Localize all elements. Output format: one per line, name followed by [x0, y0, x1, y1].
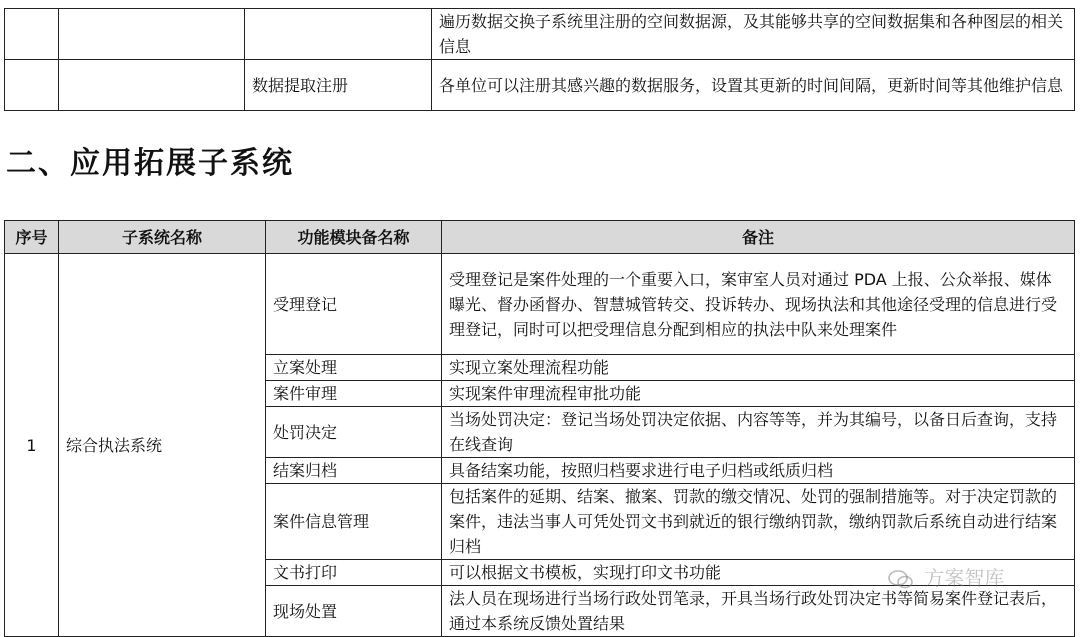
header-subsystem: 子系统名称 [59, 221, 266, 254]
note-cell: 具备结案功能，按照归档要求进行电子归档或纸质归档 [442, 458, 1075, 484]
module-cell [245, 9, 432, 60]
table-row [5, 9, 1075, 60]
watermark-text: 方案智库 [924, 566, 1005, 590]
note-cell: 当场处罚决定：登记当场处罚决定依据、内容等等，并为其编号，以备日后查询，支持在线查询 [442, 407, 1075, 458]
top-table [4, 8, 1075, 111]
index-cell: 1 [5, 254, 59, 637]
subsystem-cell [59, 9, 245, 60]
module-cell: 数据提取注册 [245, 60, 432, 111]
module-cell: 立案处理 [266, 355, 442, 381]
note-cell: 各单位可以注册其感兴趣的数据服务，设置其更新的时间间隔，更新时间等其他维护信息 [432, 60, 1075, 111]
header-index: 序号 [5, 221, 59, 254]
note-cell: 受理登记是案件处理的一个重要入口，案审室人员对通过 PDA 上报、公众举报、媒体曝光、督办函督办、智慧城管转交、投诉转办、现场执法和其他途径受理的信息进行受理登记，同时可以把受理信息分配到相应的执法中队来处理案件 [442, 254, 1075, 355]
index-cell [5, 60, 59, 111]
chat-bubble-icon [888, 569, 914, 591]
table-row [5, 60, 1075, 111]
module-cell: 结案归档 [266, 458, 442, 484]
note-cell: 包括案件的延期、结案、撤案、罚款的缴交情况、处罚的强制措施等。对于决定罚款的案件，违法当事人可凭处罚文书到就近的银行缴纳罚款，缴纳罚款后系统自动进行结案归档 [442, 484, 1075, 560]
module-cell: 处罚决定 [266, 407, 442, 458]
note-cell: 可以根据文书模板，实现打印文书功能 [442, 560, 1075, 586]
header-module: 功能模块备名称 [266, 221, 442, 254]
watermark [888, 562, 1004, 591]
section-heading: 二、应用拓展子系统 [6, 146, 294, 181]
index-cell [5, 9, 59, 60]
subsystem-cell: 综合执法系统 [59, 254, 266, 637]
note-cell: 实现立案处理流程功能 [442, 355, 1075, 381]
subsystem-cell [59, 60, 245, 111]
module-cell: 案件审理 [266, 381, 442, 407]
module-cell: 文书打印 [266, 560, 442, 586]
note-cell: 实现案件审理流程审批功能 [442, 381, 1075, 407]
header-row [5, 221, 1075, 254]
module-cell: 现场处置 [266, 586, 442, 637]
module-cell: 案件信息管理 [266, 484, 442, 560]
module-cell: 受理登记 [266, 254, 442, 355]
table-row [5, 254, 1075, 355]
header-note: 备注 [442, 221, 1075, 254]
note-cell: 法人员在现场进行当场行政处罚笔录，开具当场行政处罚决定书等简易案件登记表后，通过本系统反馈处置结果 [442, 586, 1075, 637]
note-cell: 遍历数据交换子系统里注册的空间数据源，及其能够共享的空间数据集和各种图层的相关信息 [432, 9, 1075, 60]
